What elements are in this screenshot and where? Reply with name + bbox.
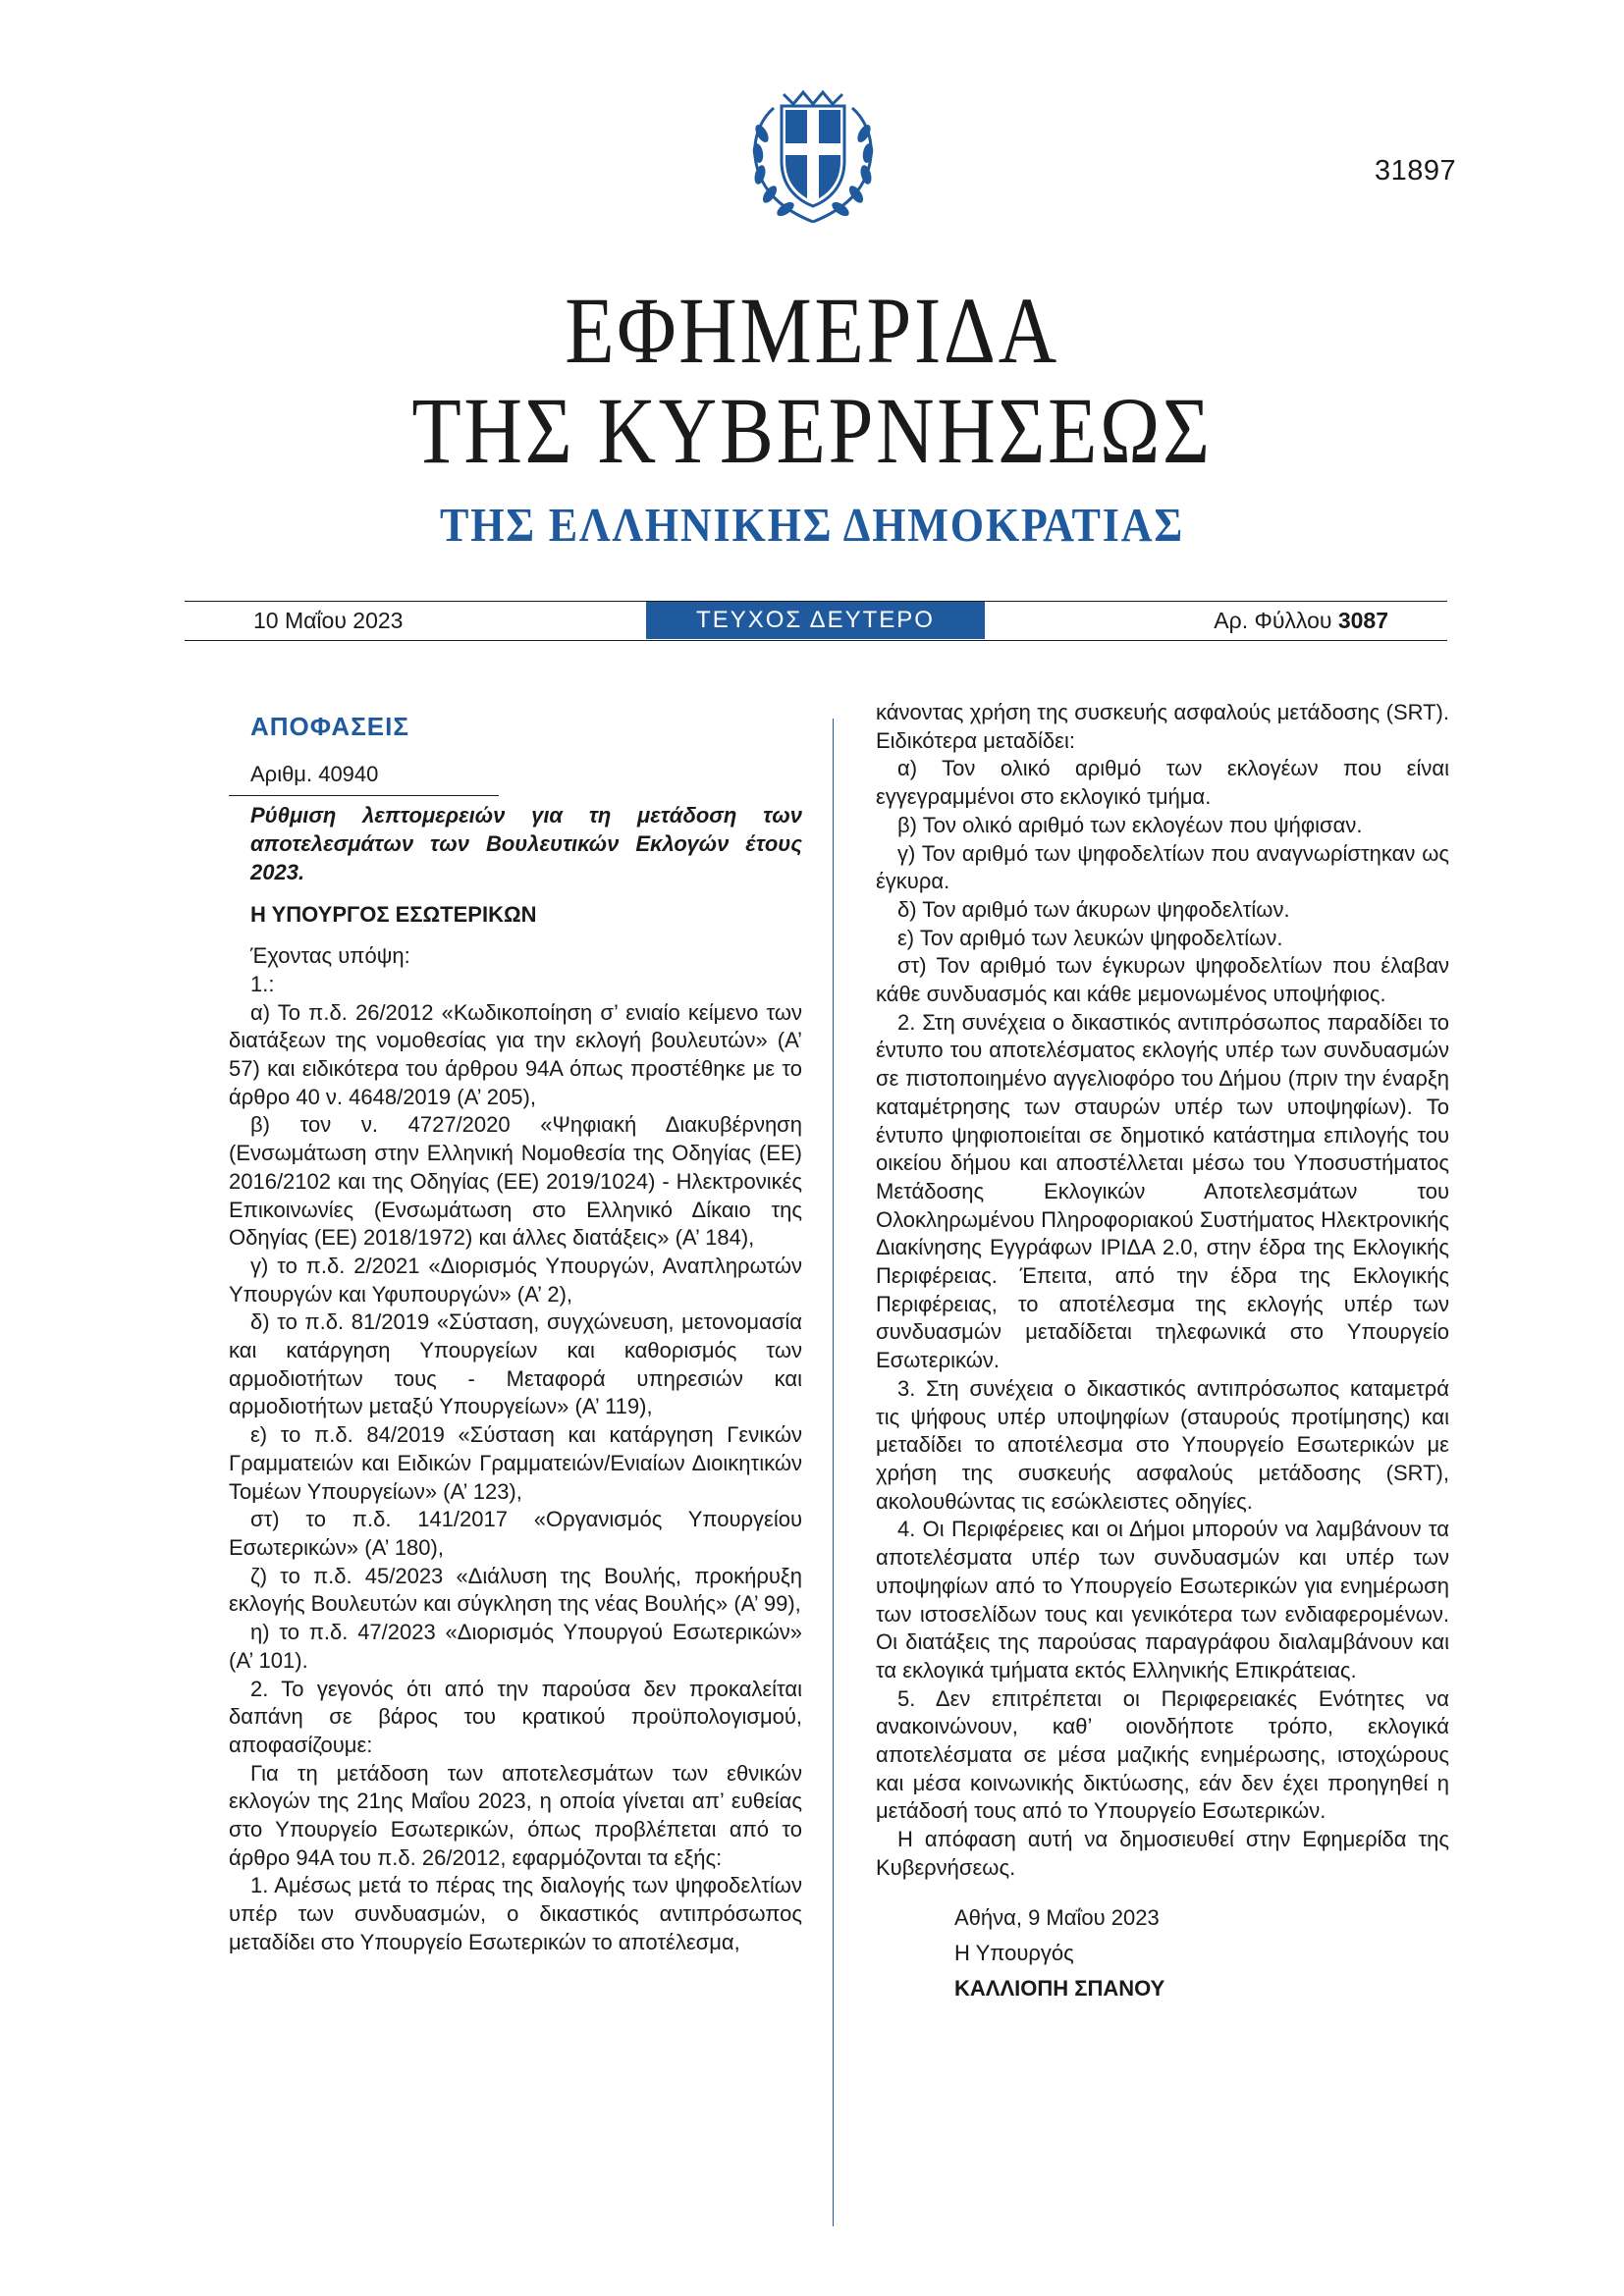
body-paragraph: γ) Τον αριθμό των ψηφοδελτίων που αναγνωρίστηκαν ως έγκυρα.: [876, 840, 1449, 894]
body-paragraph: Έχοντας υπόψη:: [250, 943, 410, 969]
decision-title: Ρύθμιση λεπτομερειών για τη μετάδοση των αποτελεσμάτων των Βουλευτικών Εκλογών έτους 2023.: [250, 803, 802, 884]
body-paragraph: α) Το π.δ. 26/2012 «Κωδικοποίηση σ’ ενιαίο κείμενο των διατάξεων της νομοθεσίας για την εκλογή βουλευτών» (Α’ 57) και ειδικότερα του άρθρου 94Α όπως προστέθηκε με το άρθρο 40 ν. 4648/2019 (Α’ 205),: [229, 999, 802, 1109]
continued-paragraph: κάνοντας χρήση της συσκευής ασφαλούς μετάδοσης (SRT). Ειδικότερα μεταδίδει:: [876, 700, 1449, 753]
greek-coat-of-arms-icon: [744, 84, 882, 232]
body-paragraph: β) τον ν. 4727/2020 «Ψηφιακή Διακυβέρνηση (Ενσωμάτωση στην Ελληνική Νομοθεσία της Οδηγίας (ΕΕ) 2016/2102 και της Οδηγίας (ΕΕ) 2019/1024) - Ηλεκτρονικές Επικοινωνίες (Ενσωμάτωση στο Ελληνικό Δίκαιο της Οδηγίας (ΕΕ) 2018/1972) και άλλες διατάξεις» (Α’ 184),: [229, 1112, 802, 1251]
decision-number-rule: [229, 795, 499, 796]
signature-name: ΚΑΛΛΙΟΠΗ ΣΠΑΝΟΥ: [954, 1975, 1165, 2001]
body-paragraph: στ) Τον αριθμό των έγκυρων ψηφοδελτίων που έλαβαν κάθε συνδυασμός και κάθε μεμονωμένος υποψήφιος.: [876, 953, 1449, 1007]
body-paragraph: 1.:: [250, 971, 275, 996]
body-paragraph: β) Τον ολικό αριθμό των εκλογέων που ψήφισαν.: [897, 812, 1363, 837]
masthead-title-line-2: ΤΗΣ ΚΥΒΕΡΝΗΣΕΩΣ: [411, 378, 1213, 483]
sheet-label: Αρ. Φύλλου: [1214, 608, 1332, 633]
body-paragraph: ε) το π.δ. 84/2019 «Σύσταση και κατάργηση Γενικών Γραμματειών και Ειδικών Γραμματειών/Ενιαίων Διοικητικών Τομέων Υπουργείων» (Α’ 123),: [229, 1422, 802, 1504]
issue-date: 10 Μαΐου 2023: [253, 608, 404, 633]
body-paragraph: η) το π.δ. 47/2023 «Διορισμός Υπουργού Εσωτερικών» (Α’ 101).: [229, 1620, 802, 1673]
body-paragraph: 4. Οι Περιφέρειες και οι Δήμοι μπορούν να λαμβάνουν τα αποτελέσματα υπέρ των συνδυασμών και υπέρ των υποψηφίων από το Υπουργείο Εσωτερικών για ενημέρωση των ιστοσελίδων τους και γενικότερα των ενδιαφερομένων. Οι διατάξεις της παρούσας παραγράφου διαλαμβάνουν και τα εκλογικά τμήματα εκτός Ελληνικής Επικράτειας.: [876, 1517, 1449, 1682]
body-paragraph: 3. Στη συνέχεια ο δικαστικός αντιπρόσωπος καταμετρά τις ψήφους υπέρ υποψηφίων (σταυρούς προτίμησης) και μεταδίδει το αποτέλεσμα στο Υπουργείο Εσωτερικών με χρήση της συσκευής ασφαλούς μετάδοσης (SRT), ακολουθώντας τις εσώκλειστες οδηγίες.: [876, 1375, 1449, 1514]
body-paragraph: 5. Δεν επιτρέπεται οι Περιφερειακές Ενότητες να ανακοινώνουν, καθ’ οιονδήποτε τρόπο, εκλογικά αποτελέσματα σε μέσα μαζικής ενημέρωσης, ιστοχώρους και μέσα κοινωνικής δικτύωσης, εάν δεν έχει προηγηθεί η μετάδοσή τους από το Υπουργείο Εσωτερικών.: [876, 1685, 1449, 1824]
body-paragraph: α) Τον ολικό αριθμό των εκλογέων που είναι εγγεγραμμένοι στο εκλογικό τμήμα.: [876, 756, 1449, 810]
left-body-text: [229, 942, 802, 1956]
signature-place-date: Αθήνα, 9 Μαΐου 2023: [954, 1904, 1160, 1930]
section-title: ΑΠΟΦΑΣΕΙΣ: [250, 712, 409, 741]
column-divider: [833, 719, 834, 2226]
decision-number: Αριθμ. 40940: [250, 761, 379, 786]
body-paragraph: ε) Τον αριθμό των λευκών ψηφοδελτίων.: [897, 925, 1283, 950]
header-bottom-rule: [185, 640, 1447, 641]
body-paragraph: Η απόφαση αυτή να δημοσιευθεί στην Εφημερίδα της Κυβερνήσεως.: [876, 1827, 1449, 1880]
masthead-title-line-1: ΕΦΗΜΕΡΙΔΑ: [565, 278, 1059, 383]
right-body-text: [876, 755, 1449, 1882]
body-paragraph: στ) το π.δ. 141/2017 «Οργανισμός Υπουργείου Εσωτερικών» (Α’ 180),: [229, 1507, 802, 1560]
right-column: [876, 699, 1449, 2006]
page-number: 31897: [1375, 155, 1457, 187]
issue-header-bar: [185, 601, 1447, 644]
sheet-number: [1214, 608, 1388, 634]
body-paragraph: 1. Αμέσως μετά το πέρας της διαλογής των ψηφοδελτίων υπέρ των συνδυασμών, ο δικαστικός αντιπρόσωπος μεταδίδει στο Υπουργείο Εσωτερικών το αποτέλεσμα,: [229, 1873, 802, 1954]
body-paragraph: ζ) το π.δ. 45/2023 «Διάλυση της Βουλής, προκήρυξη εκλογής Βουλευτών και σύγκληση της νέας Βουλής» (Α’ 99),: [229, 1563, 802, 1617]
signature-role: Η Υπουργός: [954, 1940, 1074, 1965]
body-paragraph: γ) το π.δ. 2/2021 «Διορισμός Υπουργών, Αναπληρωτών Υπουργών και Υφυπουργών» (Α’ 2),: [229, 1253, 802, 1307]
body-paragraph: 2. Το γεγονός ότι από την παρούσα δεν προκαλείται δαπάνη σε βάρος του κρατικού προϋπολογισμού, αποφασίζουμε:: [229, 1676, 802, 1757]
sheet-number-value: 3087: [1337, 608, 1388, 633]
body-paragraph: Για τη μετάδοση των αποτελεσμάτων των εθνικών εκλογών της 21ης Μαΐου 2023, η οποία γίνεται απ’ ευθείας στο Υπουργείο Εσωτερικών, όπως προβλέπεται από το άρθρο 94Α του π.δ. 26/2012, εφαρμόζονται τα εξής:: [229, 1760, 802, 1870]
left-column: [229, 699, 802, 1957]
body-paragraph: 2. Στη συνέχεια ο δικαστικός αντιπρόσωπος παραδίδει το έντυπο του αποτελέσματος εκλογής υπέρ των συνδυασμών σε πιστοποιημένο αγγελιοφόρο του Δήμου (πριν την έναρξη καταμέτρησης των σταυρών υπέρ των υποψηφίων). Το έντυπο ψηφιοποιείται σε δημοτικό κατάστημα επιλογής του οικείου δήμου και αποστέλλεται μέσω του Υποσυστήματος Μετάδοσης Εκλογικών Αποτελεσμάτων του Ολοκληρωμένου Πληροφοριακού Συστήματος Ηλεκτρονικής Διακίνησης Εγγράφων ΙΡΙΔΑ 2.0, στην έδρα της Εκλογικής Περιφέρειας. Έπειτα, από την έδρα της Εκλογικής Περιφέρειας, το αποτέλεσμα της εκλογής υπέρ των συνδυασμών μεταδίδεται τηλεφωνικά στο Υπουργείο Εσωτερικών.: [876, 1009, 1449, 1373]
masthead-subtitle: ΤΗΣ ΕΛΛΗΝΙΚΗΣ ΔΗΜΟΚΡΑΤΙΑΣ: [439, 498, 1184, 552]
body-paragraph: δ) το π.δ. 81/2019 «Σύσταση, συγχώνευση, μετονομασία και κατάργηση Υπουργείων και καθορισμός των αρμοδιοτήτων τους - Μεταφορά υπηρεσιών και αρμοδιοτήτων μεταξύ Υπουργείων» (Α’ 119),: [229, 1309, 802, 1419]
signature-block: [954, 1900, 1449, 2006]
issue-badge: ΤΕΥΧΟΣ ΔΕΥΤΕΡΟ: [646, 602, 985, 639]
issuing-authority: Η ΥΠΟΥΡΓΟΣ ΕΣΩΤΕΡΙΚΩΝ: [250, 901, 537, 927]
body-paragraph: δ) Τον αριθμό των άκυρων ψηφοδελτίων.: [897, 896, 1290, 922]
